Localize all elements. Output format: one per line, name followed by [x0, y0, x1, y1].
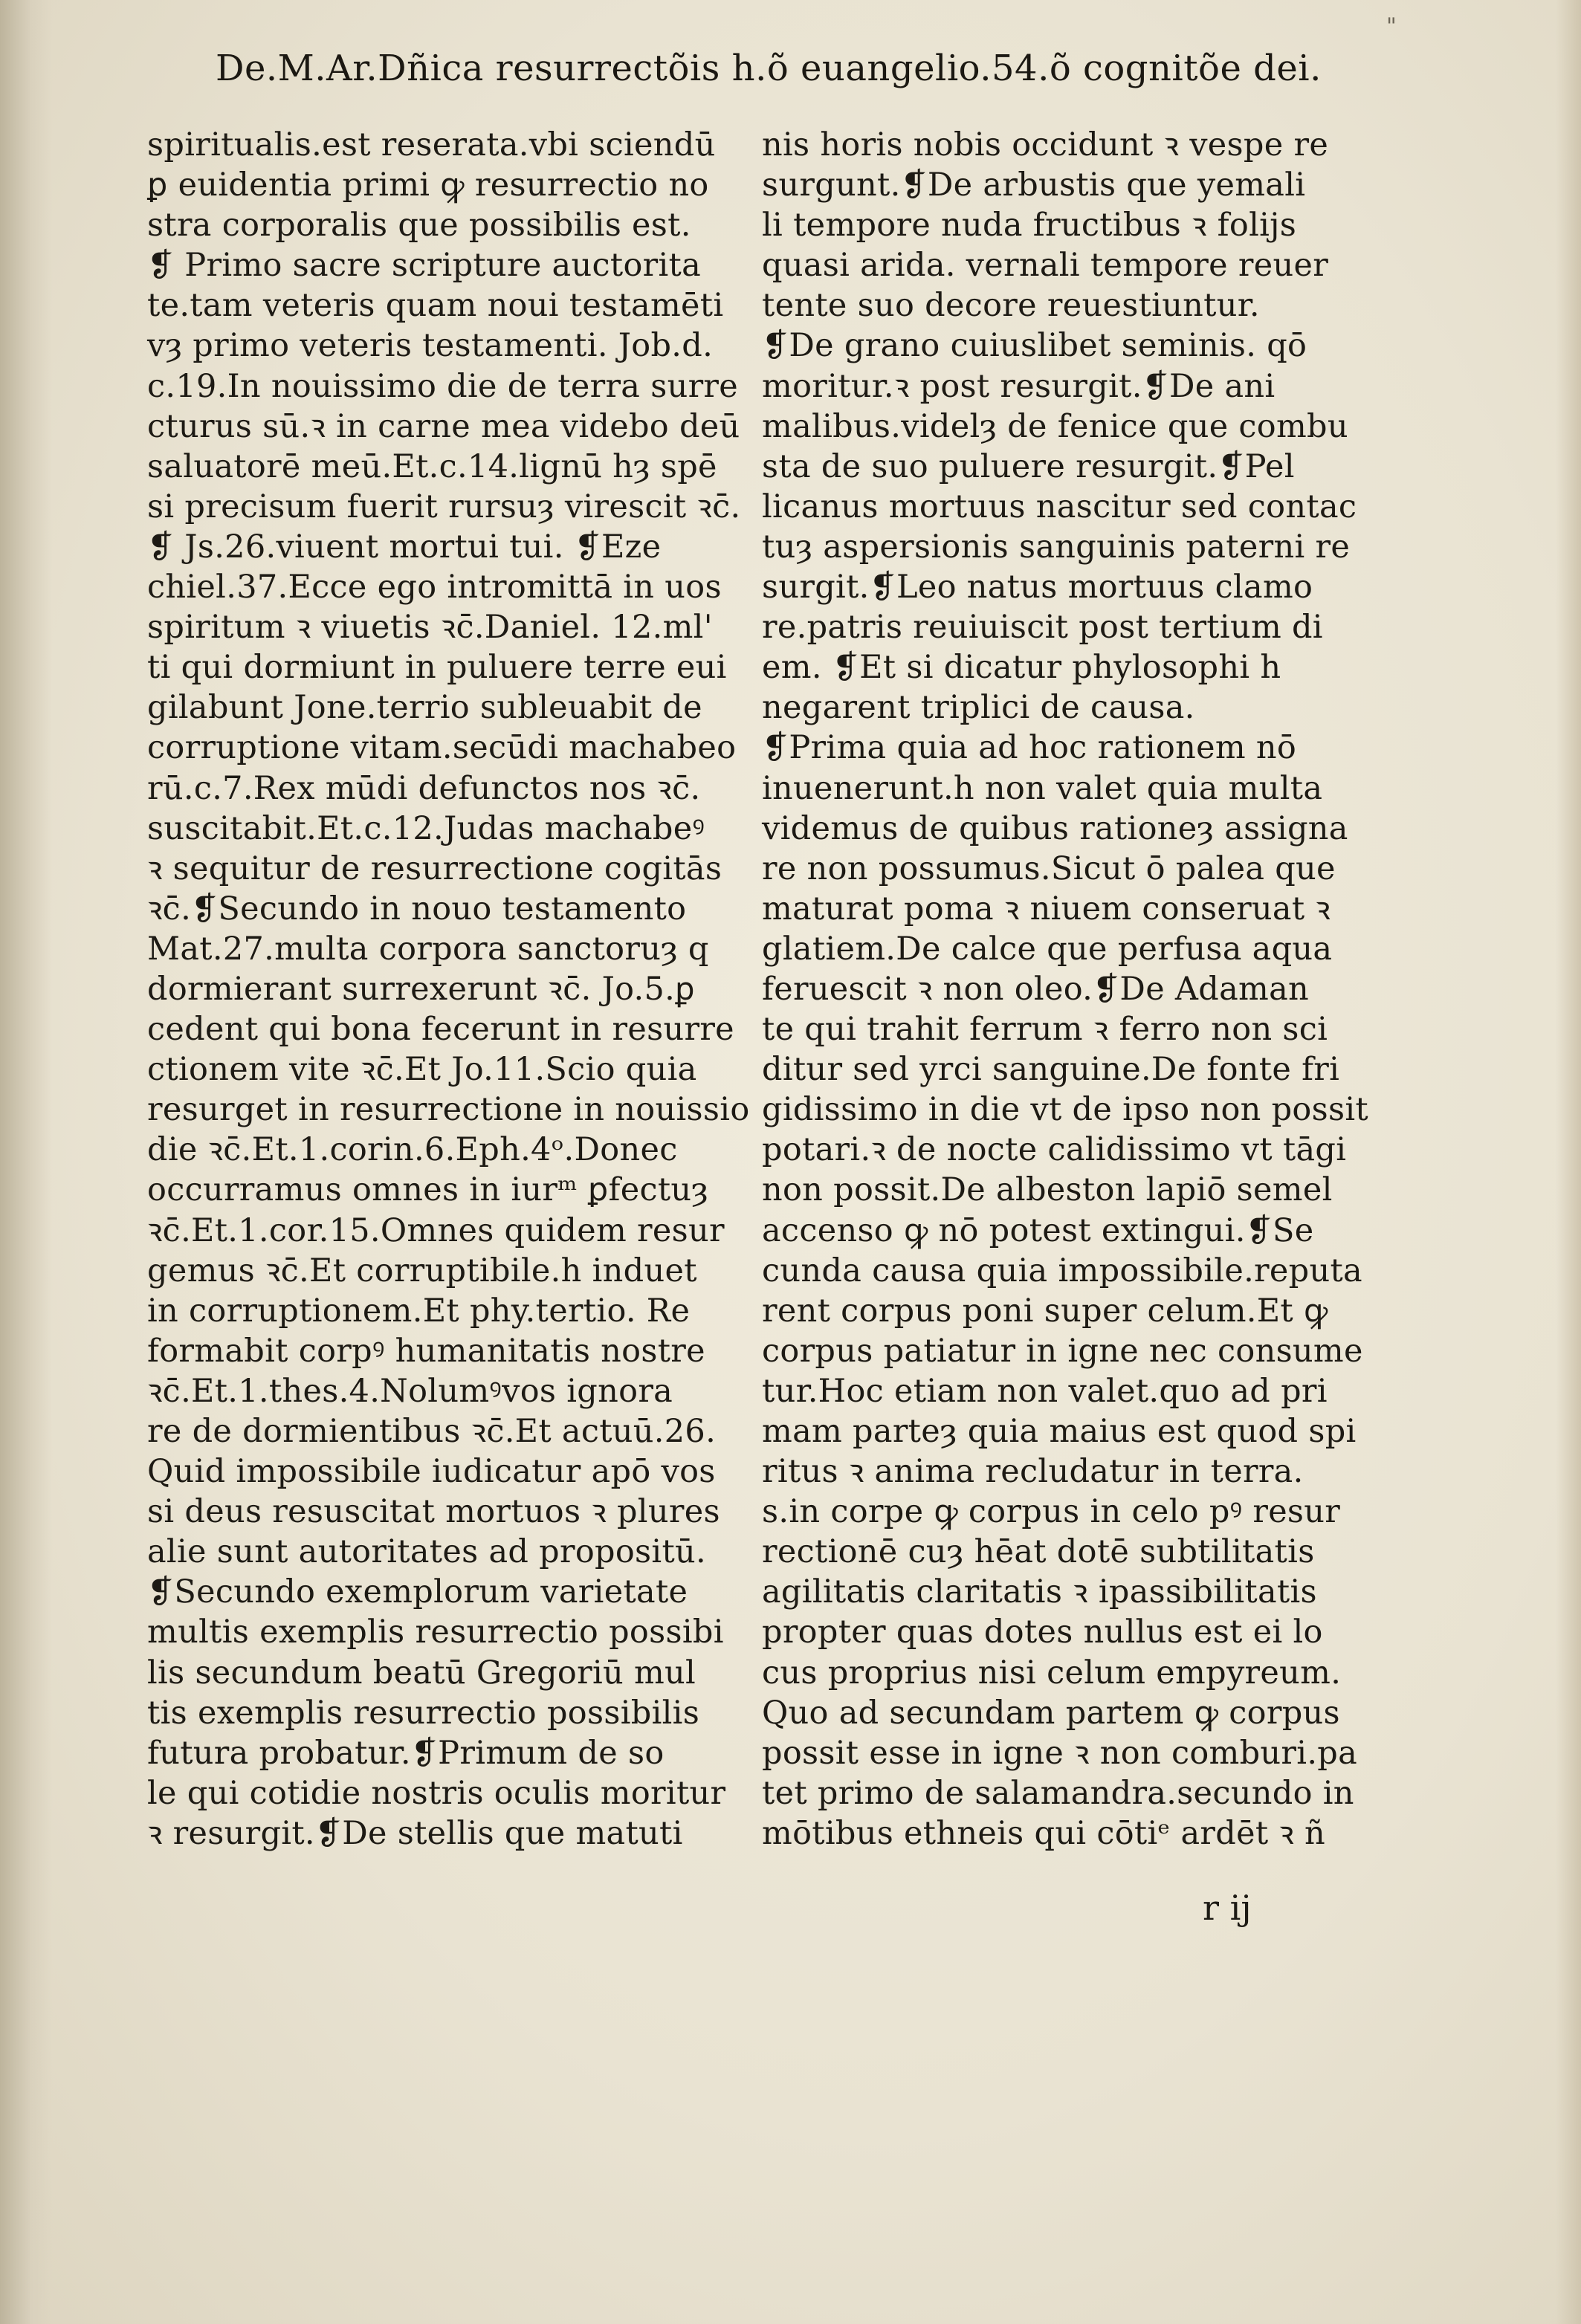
text-line: gidissimo in die vt de ipso non possit: [762, 1091, 1368, 1129]
text-line: te qui trahit ferrum ꝛ ferro non sci: [762, 1011, 1328, 1049]
text-line: multis exemplis resurrectio possibi: [147, 1613, 724, 1651]
text-line: possit esse in igne ꝛ non comburi.pa: [762, 1734, 1358, 1772]
text-line: tuȝ aspersionis sanguinis paterni re: [762, 528, 1351, 566]
text-line: quasi arida. vernali tempore reuer: [762, 247, 1329, 285]
text-line: ❡Prima quia ad hoc rationem nō: [762, 729, 1297, 767]
text-line: alie sunt autoritates ad propositū.: [147, 1533, 707, 1571]
text-line: non possit.De albeston lapiō semel: [762, 1171, 1333, 1209]
text-line: ❡De grano cuiuslibet seminis. qō: [762, 327, 1307, 365]
text-line: ctionem vite ꝛc̄.Et Jo.11.Scio quia: [147, 1051, 697, 1089]
text-line: Quid impossibile iudicatur apō vos: [147, 1453, 716, 1491]
text-line: le qui cotidie nostris oculis moritur: [147, 1774, 726, 1812]
text-line: ꝛc̄.Et.1.thes.4.Nolumꝰvos ignora: [147, 1372, 673, 1410]
text-line: in corruptionem.Et phy.tertio. Re: [147, 1292, 691, 1330]
text-line: negarent triplici de causa.: [762, 689, 1195, 727]
running-head: De.M.Ar.Dñica resurrectõis h.õ euangelio.54.õ cognitõe dei.: [216, 48, 1322, 89]
text-line: cedent qui bona fecerunt in resurre: [147, 1011, 734, 1049]
text-line: tis exemplis resurrectio possibilis: [147, 1694, 700, 1732]
text-line: cunda causa quia impossibile.reputa: [762, 1252, 1362, 1289]
text-line: saluatorē meū.Et.c.14.lignū hȝ spē: [147, 447, 717, 485]
text-line: stra corporalis que possibilis est.: [147, 207, 691, 245]
text-line: spiritualis.est reserata.vbi sciendū: [147, 126, 716, 164]
text-line: re.patris reuiuiscit post tertium di: [762, 609, 1323, 647]
text-line: spiritum ꝛ viuetis ꝛc̄.Daniel. 12.ml': [147, 609, 713, 647]
text-line: ꝑ euidentia primi ꝙ resurrectio no: [147, 166, 709, 204]
text-line: Quo ad secundam partem ꝙ corpus: [762, 1694, 1340, 1732]
text-line: ❡ Primo sacre scripture auctorita: [147, 247, 702, 285]
text-line: Mat.27.multa corpora sanctoruȝ q: [147, 930, 709, 968]
text-line: vȝ primo veteris testamenti. Job.d.: [147, 327, 714, 365]
text-line: occurramus omnes in iurᵐ ꝑfectuȝ: [147, 1171, 709, 1209]
text-line: re non possumus.Sicut ō palea que: [762, 849, 1336, 887]
left-text-column: [147, 125, 750, 1854]
text-line: em. ❡Et si dicatur phylosophi h: [762, 649, 1281, 687]
text-line: ꝛ sequitur de resurrectione cogitās: [147, 849, 722, 887]
text-line: ꝛ resurgit.❡De stellis que matuti: [147, 1814, 683, 1852]
text-line: propter quas dotes nullus est ei lo: [762, 1613, 1323, 1651]
text-line: chiel.37.Ecce ego intromittā in uos: [147, 569, 722, 606]
text-line: formabit corpꝰ humanitatis nostre: [147, 1332, 705, 1370]
text-line: sta de suo puluere resurgit.❡Pel: [762, 447, 1295, 485]
text-line: surgit.❡Leo natus mortuus clamo: [762, 569, 1313, 606]
text-line: nis horis nobis occidunt ꝛ vespe re: [762, 126, 1329, 164]
text-line: tente suo decore reuestiuntur.: [762, 287, 1260, 325]
text-line: ditur sed yrci sanguine.De fonte fri: [762, 1051, 1340, 1089]
text-line: inuenerunt.h non valet quia multa: [762, 769, 1323, 807]
text-line: potari.ꝛ de nocte calidissimo vt tāgi: [762, 1131, 1347, 1169]
text-line: rectionē cuȝ hēat dotē subtilitatis: [762, 1533, 1315, 1571]
text-line: ❡ Js.26.viuent mortui tui. ❡Eze: [147, 528, 662, 566]
text-line: cturus sū.ꝛ in carne mea videbo deū: [147, 407, 740, 445]
text-line: accenso ꝙ nō potest extingui.❡Se: [762, 1211, 1314, 1249]
text-line: moritur.ꝛ post resurgit.❡De ani: [762, 367, 1276, 405]
text-line: malibus.videlȝ de fenice que combu: [762, 407, 1348, 445]
text-line: maturat poma ꝛ niuem conseruat ꝛ: [762, 890, 1331, 928]
text-line: ti qui dormiunt in puluere terre eui: [147, 649, 727, 687]
text-line: li tempore nuda fructibus ꝛ folijs: [762, 207, 1297, 245]
right-text-column: [762, 125, 1368, 1854]
text-line: ꝛc̄.❡Secundo in nouo testamento: [147, 890, 687, 928]
text-line: die ꝛc̄.Et.1.corin.6.Eph.4ᵒ.Donec: [147, 1131, 678, 1169]
text-line: gemus ꝛc̄.Et corruptibile.h induet: [147, 1252, 697, 1289]
text-line: licanus mortuus nascitur sed contac: [762, 488, 1357, 525]
text-line: ꝛc̄.Et.1.cor.15.Omnes quidem resur: [147, 1211, 725, 1249]
text-line: si deus resuscitat mortuos ꝛ plures: [147, 1493, 720, 1531]
text-line: mōtibus ethneis qui cōtiᵉ ardēt ꝛ ñ: [762, 1814, 1326, 1852]
signature-mark: r ij: [1203, 1888, 1252, 1928]
text-line: videmus de quibus rationeȝ assigna: [762, 809, 1348, 847]
text-line: gilabunt Jone.terrio subleuabit de: [147, 689, 702, 727]
text-line: glatiem.De calce que perfusa aqua: [762, 930, 1333, 968]
text-line: si precisum fuerit rursuȝ virescit ꝛc̄.: [147, 488, 741, 525]
text-line: agilitatis claritatis ꝛ ipassibilitatis: [762, 1573, 1317, 1611]
text-line: rent corpus poni super celum.Et ꝙ: [762, 1292, 1328, 1330]
text-line: tur.Hoc etiam non valet.quo ad pri: [762, 1372, 1328, 1410]
text-line: rū.c.7.Rex mūdi defunctos nos ꝛc̄.: [147, 769, 701, 807]
text-line: resurget in resurrectione in nouissio: [147, 1091, 750, 1129]
text-line: lis secundum beatū Gregoriū mul: [147, 1654, 696, 1692]
text-line: futura probatur.❡Primum de so: [147, 1734, 665, 1772]
text-line: tet primo de salamandra.secundo in: [762, 1774, 1354, 1812]
text-line: cus proprius nisi celum empyreum.: [762, 1654, 1342, 1692]
text-line: dormierant surrexerunt ꝛc̄. Jo.5.ꝑ: [147, 970, 695, 1008]
text-line: suscitabit.Et.c.12.Judas machabeꝰ: [147, 809, 705, 847]
text-line: ritus ꝛ anima recludatur in terra.: [762, 1453, 1304, 1491]
text-line: re de dormientibus ꝛc̄.Et actuū.26.: [147, 1413, 717, 1450]
text-line: c.19.In nouissimo die de terra surre: [147, 367, 739, 405]
text-line: mam parteȝ quia maius est quod spi: [762, 1413, 1357, 1450]
text-line: s.in corpe ꝙ corpus in celo pꝰ resur: [762, 1493, 1341, 1531]
corner-mark: ": [1386, 13, 1397, 39]
text-line: corpus patiatur in igne nec consume: [762, 1332, 1363, 1370]
text-line: corruptione vitam.secūdi machabeo: [147, 729, 737, 767]
text-line: ❡Secundo exemplorum varietate: [147, 1573, 688, 1611]
binding-gutter: [0, 0, 52, 2324]
text-line: surgunt.❡De arbustis que yemali: [762, 166, 1306, 204]
text-line: te.tam veteris quam noui testamēti: [147, 287, 724, 325]
page-edge: [1556, 0, 1581, 2324]
text-line: feruescit ꝛ non oleo.❡De Adaman: [762, 970, 1310, 1008]
